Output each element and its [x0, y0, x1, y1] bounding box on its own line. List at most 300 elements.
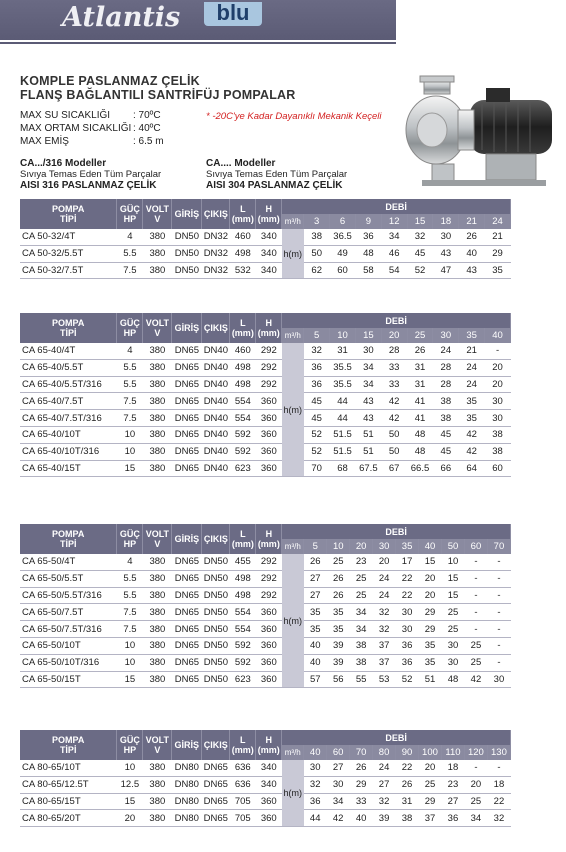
pump-type-cell: CA 65-40/5.5T/316	[20, 376, 117, 393]
col-length	[230, 313, 256, 343]
head-value-cell: 44	[330, 393, 356, 410]
pump-table	[20, 524, 511, 688]
head-value-cell: 25	[350, 587, 373, 604]
flow-value: 70	[487, 539, 510, 554]
col-inlet	[172, 199, 202, 229]
head-value-cell: -	[487, 654, 510, 671]
head-value-cell: 23	[350, 554, 373, 570]
pump-type-cell: CA 65-50/5.5T/316	[20, 587, 117, 604]
page-subtitle: FLANŞ BAĞLANTILI SANTRİFÜJ POMPALAR	[20, 88, 296, 102]
header-text: ÇIKIŞ	[203, 209, 228, 219]
header-text: V	[154, 214, 161, 224]
power-hp-cell: 10	[117, 426, 143, 443]
header-text: (mm)	[257, 214, 280, 224]
col-voltage	[143, 199, 172, 229]
spec-row	[20, 110, 161, 121]
length-cell: 554	[230, 604, 256, 621]
head-value-cell: 68	[330, 460, 356, 477]
voltage-cell: 380	[143, 426, 172, 443]
head-value-cell: 18	[487, 776, 510, 793]
head-value-cell: 37	[373, 654, 396, 671]
length-cell: 592	[230, 443, 256, 460]
pump-type-cell: CA 50-32/7.5T	[20, 262, 117, 279]
power-hp-cell: 15	[117, 671, 143, 688]
power-hp-cell: 20	[117, 810, 143, 827]
height-cell: 360	[256, 393, 282, 410]
power-hp-cell: 7.5	[117, 393, 143, 410]
head-value-cell: 30	[485, 410, 511, 427]
table-row	[20, 570, 511, 587]
flow-value: 12	[381, 214, 407, 229]
head-value-cell: 26	[459, 229, 485, 245]
height-cell: 360	[256, 410, 282, 427]
head-value-cell: 23	[441, 776, 464, 793]
head-value-cell: 25	[442, 604, 465, 621]
head-unit-cell: h(m)	[282, 343, 304, 477]
head-value-cell: 29	[350, 776, 373, 793]
head-value-cell: -	[464, 621, 487, 638]
length-cell: 705	[230, 793, 256, 810]
col-power	[117, 730, 143, 760]
head-value-cell: 34	[327, 793, 350, 810]
voltage-cell: 380	[143, 654, 172, 671]
outlet-cell: DN50	[202, 587, 230, 604]
head-value-cell: -	[487, 587, 510, 604]
col-outlet	[202, 313, 230, 343]
head-value-cell: -	[487, 621, 510, 638]
header-text: (mm)	[231, 214, 254, 224]
header-text: H	[265, 204, 273, 214]
table-row	[20, 245, 511, 262]
table-row	[20, 621, 511, 638]
flow-value: 15	[407, 214, 433, 229]
voltage-cell: 380	[143, 570, 172, 587]
head-value-cell: 20	[419, 587, 442, 604]
head-value-cell: 17	[396, 554, 419, 570]
inlet-cell: DN50	[172, 229, 202, 245]
inlet-cell: DN65	[172, 343, 202, 359]
header-text: m³/h	[284, 747, 301, 757]
voltage-cell: 380	[143, 376, 172, 393]
inlet-cell: DN80	[172, 793, 202, 810]
head-value-cell: 34	[350, 604, 373, 621]
table-header-row	[20, 524, 511, 539]
height-cell: 360	[256, 443, 282, 460]
head-unit-cell: h(m)	[282, 554, 304, 688]
head-value-cell: 52	[396, 671, 419, 688]
head-value-cell: 32	[304, 776, 327, 793]
header-text: (mm)	[257, 745, 280, 755]
table-row	[20, 460, 511, 477]
length-cell: 498	[230, 587, 256, 604]
table-row	[20, 810, 511, 827]
head-value-cell: 37	[373, 637, 396, 654]
head-value-cell: 36	[304, 793, 327, 810]
col-height	[256, 524, 282, 554]
head-value-cell: 28	[433, 359, 459, 376]
pump-type-cell: CA 80-65/10T	[20, 760, 117, 776]
head-value-cell: 35	[304, 604, 327, 621]
header-text: DEBİ	[385, 526, 407, 537]
outlet-cell: DN50	[202, 671, 230, 688]
height-cell: 292	[256, 376, 282, 393]
header-text: DEBİ	[385, 732, 407, 743]
header-text: V	[154, 328, 161, 338]
head-value-cell: -	[464, 570, 487, 587]
inlet-cell: DN65	[172, 621, 202, 638]
head-value-cell: 32	[487, 810, 510, 827]
head-value-cell: 27	[373, 776, 396, 793]
head-value-cell: 25	[464, 654, 487, 671]
col-pump-type	[20, 730, 117, 760]
outlet-cell: DN40	[202, 359, 230, 376]
pump-type-cell: CA 65-40/10T	[20, 426, 117, 443]
head-value-cell: 42	[381, 410, 407, 427]
head-value-cell: 24	[459, 359, 485, 376]
head-value-cell: 29	[419, 793, 442, 810]
flow-value: 60	[327, 745, 350, 760]
model-title: CA.... Modeller	[206, 158, 276, 169]
head-value-cell: -	[487, 637, 510, 654]
flow-value: 50	[442, 539, 465, 554]
spec-value: : 40ºC	[133, 123, 161, 134]
head-value-cell: 31	[407, 359, 433, 376]
length-cell: 554	[230, 393, 256, 410]
col-length	[230, 730, 256, 760]
head-value-cell: 34	[464, 810, 487, 827]
head-value-cell: 35	[419, 654, 442, 671]
header-rule	[0, 42, 396, 44]
head-value-cell: 35	[419, 637, 442, 654]
head-value-cell: 38	[485, 426, 511, 443]
head-value-cell: 45	[304, 410, 330, 427]
head-value-cell: 51	[355, 426, 381, 443]
power-hp-cell: 7.5	[117, 410, 143, 427]
spec-row	[20, 123, 161, 134]
table-row	[20, 426, 511, 443]
model-info-304	[206, 158, 347, 191]
flow-value: 80	[373, 745, 396, 760]
header-text: H	[265, 735, 272, 745]
length-cell: 592	[230, 654, 256, 671]
header-text: (mm)	[257, 328, 280, 338]
outlet-cell: DN50	[202, 654, 230, 671]
head-value-cell: 36	[396, 637, 419, 654]
col-inlet	[172, 524, 202, 554]
head-value-cell: 36.5	[330, 229, 356, 245]
power-hp-cell: 12.5	[117, 776, 143, 793]
head-value-cell: -	[464, 554, 487, 570]
model-line: Sıvıya Temas Eden Tüm Parçalar	[206, 169, 348, 180]
header-text: HP	[123, 745, 137, 755]
voltage-cell: 380	[143, 343, 172, 359]
col-flow-group	[282, 730, 511, 745]
voltage-cell: 380	[143, 393, 172, 410]
inlet-cell: DN65	[172, 554, 202, 570]
table-row	[20, 671, 511, 688]
voltage-cell: 380	[143, 671, 172, 688]
head-value-cell: 66	[433, 460, 459, 477]
head-value-cell: 35	[304, 621, 327, 638]
flow-value: 30	[433, 328, 459, 343]
height-cell: 340	[256, 262, 282, 279]
head-value-cell: 42	[381, 393, 407, 410]
col-inlet	[172, 313, 202, 343]
header-text: POMPA	[52, 318, 85, 328]
height-cell: 292	[256, 343, 282, 359]
table-row	[20, 376, 511, 393]
header-text: m³/h	[284, 216, 301, 226]
head-value-cell: 66.5	[407, 460, 433, 477]
seal-note: * -20C'ye Kadar Dayanıklı Mekanik Keçeli	[206, 111, 382, 122]
head-value-cell: 39	[373, 810, 396, 827]
table-header-row	[20, 730, 511, 745]
head-value-cell: 26	[327, 570, 350, 587]
voltage-cell: 380	[143, 410, 172, 427]
inlet-cell: DN65	[172, 671, 202, 688]
voltage-cell: 380	[143, 760, 172, 776]
height-cell: 360	[256, 604, 282, 621]
col-pump-type	[20, 524, 117, 554]
head-value-cell: 50	[304, 245, 330, 262]
head-value-cell: 22	[396, 587, 419, 604]
header-text: m³/h	[284, 330, 301, 340]
col-height	[256, 199, 282, 229]
table-row	[20, 410, 511, 427]
head-value-cell: 38	[350, 637, 373, 654]
flow-value: 15	[355, 328, 381, 343]
head-value-cell: 30	[396, 621, 419, 638]
head-value-cell: 22	[396, 570, 419, 587]
spec-label: MAX ORTAM SICAKLIĞI	[20, 123, 132, 134]
model-line: Sıvıya Temas Eden Tüm Parçalar	[20, 169, 162, 180]
head-value-cell: 28	[381, 343, 407, 359]
flow-value: 10	[327, 539, 350, 554]
header-text: L	[240, 318, 246, 328]
outlet-cell: DN40	[202, 343, 230, 359]
head-value-cell: 34	[350, 621, 373, 638]
header-text: VOLT	[145, 735, 170, 745]
height-cell: 360	[256, 460, 282, 477]
head-value-cell: 40	[304, 637, 327, 654]
head-value-cell: 52	[304, 443, 330, 460]
inlet-cell: DN65	[172, 604, 202, 621]
flow-value: 5	[304, 328, 330, 343]
header-text: V	[154, 745, 161, 755]
head-value-cell: 26	[327, 587, 350, 604]
head-value-cell: 37	[419, 810, 442, 827]
head-value-cell: -	[487, 760, 510, 776]
outlet-cell: DN32	[202, 245, 230, 262]
voltage-cell: 380	[143, 460, 172, 477]
head-value-cell: 39	[327, 654, 350, 671]
head-value-cell: 41	[407, 410, 433, 427]
flow-value: 120	[464, 745, 487, 760]
col-length	[230, 199, 256, 229]
page-title: KOMPLE PASLANMAZ ÇELİK	[20, 74, 200, 88]
table-header-row	[20, 313, 511, 328]
header-bar	[0, 0, 396, 40]
length-cell: 498	[230, 376, 256, 393]
header-text: TİPİ	[59, 328, 77, 338]
head-value-cell: 40	[459, 245, 485, 262]
head-value-cell: 26	[350, 760, 373, 776]
flow-value: 35	[396, 539, 419, 554]
inlet-cell: DN50	[172, 262, 202, 279]
col-voltage	[143, 524, 172, 554]
head-value-cell: 34	[381, 229, 407, 245]
header-text: POMPA	[52, 204, 85, 214]
col-pump-type	[20, 313, 117, 343]
header-text: ÇIKIŞ	[203, 534, 228, 544]
voltage-cell: 380	[143, 621, 172, 638]
header-text: ÇIKIŞ	[203, 323, 228, 333]
head-value-cell: 44	[330, 410, 356, 427]
head-value-cell: 49	[330, 245, 356, 262]
head-value-cell: 36	[441, 810, 464, 827]
header-text: GİRİŞ	[174, 209, 200, 219]
col-flow-group	[282, 313, 511, 328]
head-value-cell: 51	[355, 443, 381, 460]
head-value-cell: -	[487, 604, 510, 621]
header-text: VOLT	[145, 529, 170, 539]
head-value-cell: 55	[350, 671, 373, 688]
head-value-cell: 48	[355, 245, 381, 262]
head-value-cell: 25	[464, 793, 487, 810]
head-value-cell: 35.5	[330, 359, 356, 376]
length-cell: 498	[230, 245, 256, 262]
length-cell: 592	[230, 426, 256, 443]
inlet-cell: DN65	[172, 393, 202, 410]
spec-label: MAX EMİŞ	[20, 136, 69, 147]
pump-table	[20, 313, 511, 477]
header-text: HP	[123, 214, 137, 224]
height-cell: 340	[256, 760, 282, 776]
head-value-cell: 48	[407, 426, 433, 443]
voltage-cell: 380	[143, 587, 172, 604]
head-value-cell: 38	[485, 443, 511, 460]
head-value-cell: 39	[327, 637, 350, 654]
outlet-cell: DN32	[202, 229, 230, 245]
head-value-cell: 33	[350, 793, 373, 810]
table-row	[20, 637, 511, 654]
length-cell: 460	[230, 343, 256, 359]
flow-value: 21	[459, 214, 485, 229]
voltage-cell: 380	[143, 359, 172, 376]
col-outlet	[202, 730, 230, 760]
height-cell: 292	[256, 587, 282, 604]
head-value-cell: 38	[396, 810, 419, 827]
header-text: ÇIKIŞ	[203, 740, 228, 750]
header-text: GÜÇ	[119, 204, 140, 214]
pump-type-cell: CA 65-40/7.5T	[20, 393, 117, 410]
flow-value: 40	[419, 539, 442, 554]
pump-type-cell: CA 65-50/10T/316	[20, 654, 117, 671]
length-cell: 554	[230, 621, 256, 638]
flow-unit	[282, 214, 304, 229]
head-value-cell: 70	[304, 460, 330, 477]
head-value-cell: 32	[373, 621, 396, 638]
head-value-cell: 20	[419, 570, 442, 587]
length-cell: 554	[230, 410, 256, 427]
pump-type-cell: CA 80-65/15T	[20, 793, 117, 810]
header-text: (mm)	[231, 539, 254, 549]
length-cell: 636	[230, 760, 256, 776]
table-row	[20, 776, 511, 793]
power-hp-cell: 4	[117, 343, 143, 359]
height-cell: 292	[256, 359, 282, 376]
head-value-cell: 52	[407, 262, 433, 279]
header-text: GİRİŞ	[174, 740, 200, 750]
head-value-cell: 30	[433, 229, 459, 245]
height-cell: 340	[256, 229, 282, 245]
head-value-cell: 30	[442, 637, 465, 654]
table-row	[20, 587, 511, 604]
head-value-cell: 29	[419, 621, 442, 638]
flow-value: 130	[487, 745, 510, 760]
head-value-cell: 40	[304, 654, 327, 671]
head-value-cell: 35	[327, 621, 350, 638]
head-value-cell: 42	[459, 426, 485, 443]
spec-value: : 6.5 m	[133, 136, 164, 147]
pump-type-cell: CA 65-50/7.5T/316	[20, 621, 117, 638]
head-value-cell: 34	[355, 359, 381, 376]
header-text: VOLT	[145, 204, 170, 214]
flow-value: 18	[433, 214, 459, 229]
col-voltage	[143, 313, 172, 343]
head-value-cell: 42	[464, 671, 487, 688]
head-value-cell: 24	[373, 760, 396, 776]
height-cell: 340	[256, 776, 282, 793]
head-value-cell: 38	[350, 654, 373, 671]
outlet-cell: DN50	[202, 637, 230, 654]
voltage-cell: 380	[143, 637, 172, 654]
model-title: CA.../316 Modeller	[20, 158, 107, 169]
voltage-cell: 380	[143, 443, 172, 460]
head-value-cell: 51	[419, 671, 442, 688]
header-text: DEBİ	[385, 315, 407, 326]
head-value-cell: -	[485, 343, 511, 359]
head-value-cell: 33	[381, 359, 407, 376]
voltage-cell: 380	[143, 554, 172, 570]
head-value-cell: 50	[381, 443, 407, 460]
table-row	[20, 343, 511, 359]
head-value-cell: -	[487, 570, 510, 587]
pump-type-cell: CA 65-50/10T	[20, 637, 117, 654]
voltage-cell: 380	[143, 810, 172, 827]
inlet-cell: DN65	[172, 359, 202, 376]
head-value-cell: 45	[433, 443, 459, 460]
head-value-cell: 30	[327, 776, 350, 793]
flow-value: 24	[485, 214, 511, 229]
flow-value: 6	[330, 214, 356, 229]
header-text: POMPA	[52, 529, 85, 539]
header-text: GİRİŞ	[174, 534, 200, 544]
head-value-cell: 21	[459, 343, 485, 359]
header-text: GÜÇ	[119, 529, 140, 539]
length-cell: 460	[230, 229, 256, 245]
inlet-cell: DN65	[172, 460, 202, 477]
inlet-cell: DN65	[172, 654, 202, 671]
head-value-cell: 26	[396, 776, 419, 793]
header-text: VOLT	[145, 318, 170, 328]
head-value-cell: 20	[485, 376, 511, 393]
header-text: POMPA	[52, 735, 85, 745]
header-text: HP	[123, 539, 137, 549]
head-value-cell: 21	[485, 229, 511, 245]
length-cell: 623	[230, 671, 256, 688]
voltage-cell: 380	[143, 776, 172, 793]
